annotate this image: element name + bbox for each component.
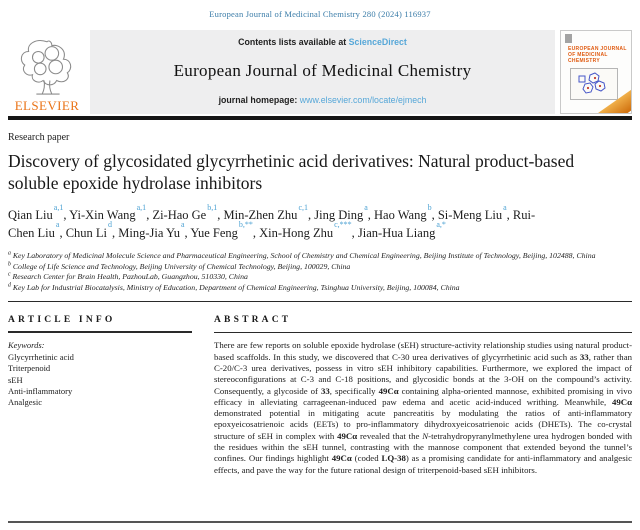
author	[223, 202, 315, 222]
author-affiliation-marker: a,1	[136, 202, 147, 212]
article-info-section	[8, 315, 192, 476]
affiliation	[8, 262, 632, 273]
author	[118, 220, 191, 240]
keyword-list	[8, 352, 192, 409]
author-name: Jing Ding	[314, 208, 364, 222]
author-separator: ,	[146, 208, 153, 222]
author	[65, 220, 119, 240]
affiliation-text: College of Life Science and Technology, Beijing University of Chemical Technology, Beijing, 100029, China	[10, 261, 351, 271]
author-affiliation-marker: a	[180, 220, 185, 230]
elsevier-logo	[8, 30, 86, 114]
author-separator: ,	[431, 208, 438, 222]
molecule-graphic	[570, 68, 618, 100]
affiliation-text: Research Center for Brain Health, PazhouLab, Guangzhou, 510330, China	[10, 272, 248, 282]
author-separator: ,	[63, 208, 70, 222]
author-separator: ,	[367, 208, 375, 222]
abstract-section	[214, 315, 632, 476]
section-divider	[8, 301, 632, 302]
author-name: Min-Zhen Zhu	[223, 208, 298, 222]
author-separator: ,	[217, 208, 224, 222]
author	[374, 202, 438, 222]
author-affiliation-marker: b	[427, 202, 432, 212]
affiliation-marker: d	[8, 282, 11, 289]
affiliation-text: Key Lab for Industrial Biocatalysis, Ministry of Education, Department of Chemical Engineering, Tsinghua University, Beijing, 100084, China	[10, 282, 460, 292]
cover-logo-icon	[565, 34, 572, 43]
affiliation	[8, 283, 632, 294]
keyword: sEH	[8, 374, 23, 385]
contents-line	[238, 37, 407, 47]
author-affiliation-marker: b,1	[207, 202, 218, 212]
author-separator: ,	[351, 225, 358, 240]
journal-title: European Journal of Medicinal Chemistry	[173, 61, 472, 80]
author-separator: ,	[184, 225, 191, 240]
author-name: Jian-Hua Liang	[357, 225, 436, 240]
elsevier-wordmark: ELSEVIER	[14, 98, 80, 113]
abstract-heading: ABSTRACT	[214, 315, 292, 326]
affiliation-marker: b	[8, 261, 11, 267]
author-affiliation-marker: a	[503, 202, 507, 212]
abstract-text: There are few reports on soluble epoxide hydrolase (sEH) structure-activity relationship studies using natural product-based scaffolds. In this study, we discovered that C-30 urea derivatives of glycyrrhetinic acid such as 33, rather than C-20/C-3 urea derivatives, possess in vitro sEH inhibitory capabilities. Furthermore, we explored the impact of stereoconfigurations at C-3 and C-18 positions, and glycosidic bonds at the 3-OH on the compound’s activity. Consequently, a glycoside of 33, specifically 49Cα containing alpha-oriented mannose, exhibited promising in vivo efficacy in alleviating carrageenan-induced paw edema and acetic acid-induced writhing. Meanwhile, 49Cα demonstrated potential in mitigating acute pancreatitis by modulating the ratios of anti-inflammatory epoxyeicosatrienoic acids (EETs) to pro-inflammatory dihydroxyeicosatrienoic acids (DHETs). The co-crystal structure of sEH in complex with 49Cα revealed that the N-tetrahydropyranylmethylene urea hydrogen bonded with the residues within the sEH tunnel, contrasting with the mannose component that extended beyond the tunnel’s confines. Our findings highlight 49Cα (coded LQ-38) as a promising candidate for anti-inflammatory and analgesic effects, and pave the way for the future rational design of triterpenoid-based sEH inhibitors.	[214, 340, 633, 475]
author-affiliation-marker: b,**	[238, 220, 253, 230]
author-name: Yi-Xin Wang	[69, 208, 136, 222]
footer-divider	[8, 521, 632, 523]
article-title: Discovery of glycosidated glycyrrhetinic acid derivatives: Natural product-based soluble epoxide hydrolase inhibitors	[8, 151, 575, 193]
author-name: Ming-Jia Yu	[118, 225, 180, 240]
journal-article-first-page	[8, 0, 632, 530]
homepage-link[interactable]: www.elsevier.com/locate/ejmech	[299, 95, 427, 105]
author-name: Yue Feng	[190, 225, 238, 240]
author-affiliation-marker: a	[55, 220, 60, 230]
author-name: Xin-Hong Zhu	[259, 225, 334, 240]
keywords-label: Keywords:	[8, 340, 45, 351]
author	[190, 220, 260, 240]
author-affiliation-marker: d	[108, 220, 113, 230]
author-name: Chun Li	[65, 225, 108, 240]
author-name: Rui-Chen Liu	[8, 208, 536, 240]
author	[152, 202, 224, 222]
author-affiliation-marker: c,***	[334, 220, 352, 230]
author-affiliation-marker: a,1	[53, 202, 64, 212]
keyword: Anti-inflammatory	[8, 386, 73, 396]
affiliation-marker: c	[8, 271, 11, 278]
affiliation-marker: a	[8, 250, 11, 257]
author-affiliation-marker: c,1	[298, 202, 308, 212]
author-name: Si-Meng Liu	[437, 208, 503, 222]
author-affiliation-marker: a,*	[436, 220, 446, 230]
article-type-label: Research paper	[8, 132, 70, 143]
author-name: Qian Liu	[8, 208, 53, 222]
journal-cover-thumbnail	[560, 30, 632, 114]
elsevier-tree-icon	[17, 35, 77, 97]
affiliation	[8, 272, 632, 283]
cover-title: EUROPEAN JOURNAL OF MEDICINAL CHEMISTRY	[568, 46, 627, 64]
keyword: Glycyrrhetinic acid	[8, 351, 74, 362]
masthead-divider	[8, 116, 632, 120]
homepage-line	[219, 95, 427, 105]
author	[437, 202, 513, 222]
journal-citation: European Journal of Medicinal Chemistry 280 (2024) 116937	[209, 9, 431, 19]
masthead-box	[90, 30, 555, 114]
affiliation-list	[8, 251, 632, 293]
affiliation-text: Key Laboratory of Medicinal Molecule Science and Pharmaceutical Engineering, School of Chemistry and Chemical Engineering, Beijing Institute of Technology, Beijing, 102488, China	[10, 251, 596, 260]
author-name: Zi-Hao Ge	[152, 208, 207, 222]
keyword: Analgesic	[8, 397, 42, 408]
author-separator: ,	[506, 208, 513, 222]
author-separator: ,	[112, 225, 119, 240]
author-separator: ,	[308, 208, 315, 222]
author-list	[8, 202, 556, 242]
keyword: Triterpenoid	[8, 363, 51, 374]
author	[259, 220, 358, 240]
article-info-heading: ARTICLE INFO	[8, 315, 116, 326]
author-separator: ,	[59, 225, 66, 240]
author	[8, 202, 70, 222]
author-name: Hao Wang	[374, 208, 427, 222]
article-info-rule	[8, 331, 192, 333]
affiliation	[8, 251, 632, 262]
info-abstract-columns	[8, 315, 632, 476]
sciencedirect-link[interactable]: ScienceDirect	[348, 37, 407, 47]
abstract-rule	[214, 332, 632, 333]
contents-label: Contents lists available at	[238, 37, 349, 47]
journal-masthead	[8, 30, 632, 114]
author	[357, 220, 446, 240]
author-separator: ,	[252, 225, 260, 240]
homepage-label: journal homepage:	[218, 95, 300, 105]
author-affiliation-marker: a	[364, 202, 368, 212]
